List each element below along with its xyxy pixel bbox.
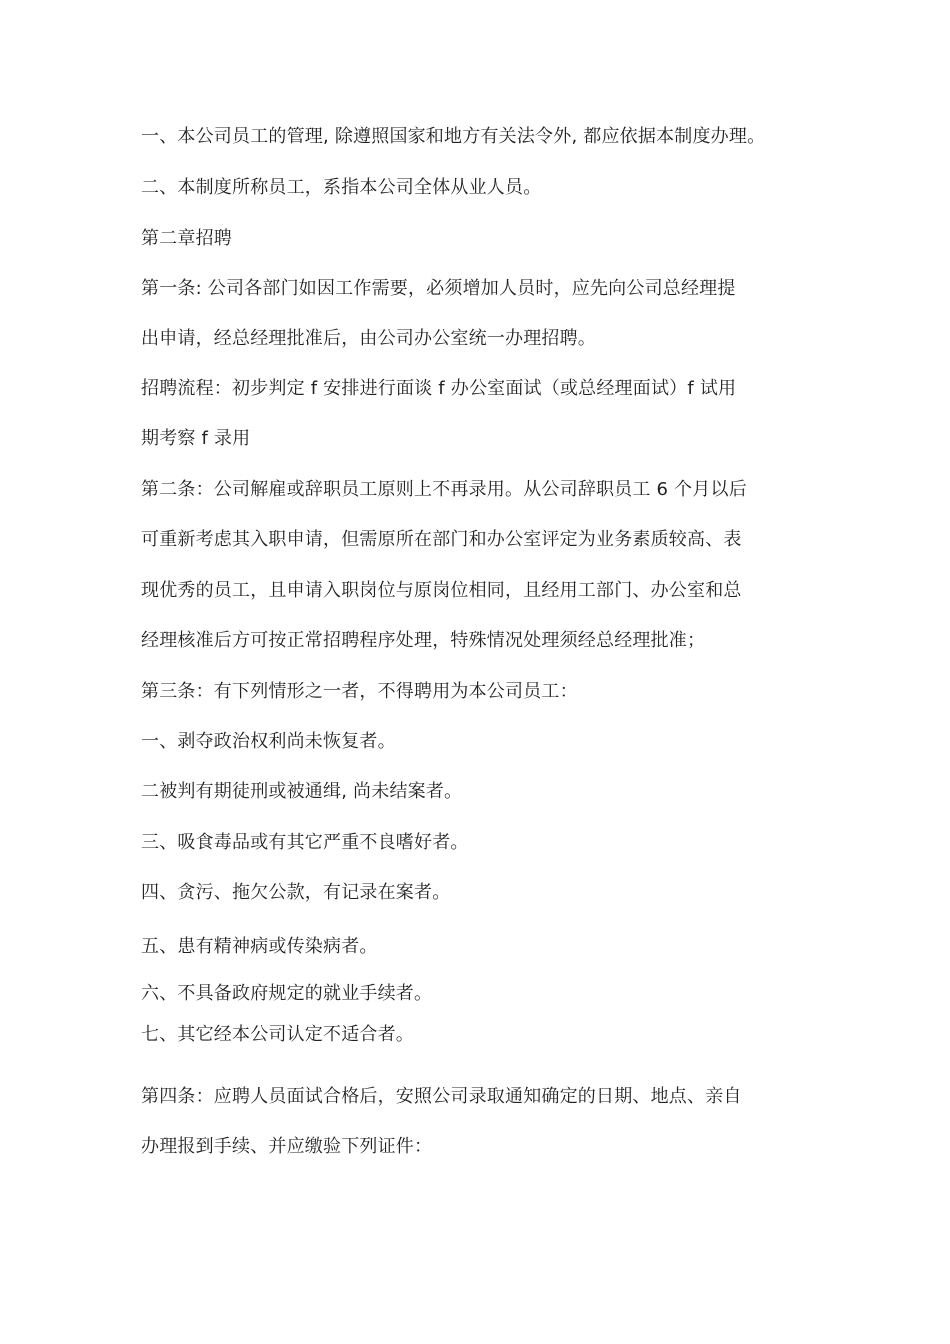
- list-item-5: 五、患有精神病或传染病者。: [141, 936, 378, 957]
- article-2-line-3: 现优秀的员工，且申请入职岗位与原岗位相同，且经用工部门、办公室和总: [141, 580, 742, 601]
- list-item-6: 六、不具备政府规定的就业手续者。: [141, 983, 433, 1004]
- article-3-line-1: 第三条：有下列情形之一者，不得聘用为本公司员工：: [141, 681, 578, 702]
- recruit-flow-line-2: 期考察 f 录用: [141, 428, 251, 449]
- list-item-1: 一、剥夺政治权利尚未恢复者。: [141, 731, 396, 752]
- article-4-line-1: 第四条：应聘人员面试合格后，安照公司录取通知确定的日期、地点、亲自: [141, 1086, 742, 1107]
- article-2-line-2: 可重新考虑其入职申请，但需原所在部门和办公室评定为业务素质较高、表: [141, 529, 742, 550]
- list-item-7: 七、其它经本公司认定不适合者。: [141, 1024, 414, 1045]
- article-2-line-4: 经理核准后方可按正常招聘程序处理，特殊情况处理须经总经理批准；: [141, 630, 706, 651]
- clause-general-1: 一、本公司员工的管理, 除遵照国家和地方有关法令外, 都应依据本制度办理。: [141, 126, 766, 147]
- article-2-line-1: 第二条：公司解雇或辞职员工原则上不再录用。从公司辞职员工 6 个月以后: [141, 479, 747, 500]
- list-item-2: 二被判有期徒刑或被通缉, 尚未结案者。: [141, 781, 463, 802]
- article-1-line-1: 第一条: 公司各部门如因工作需要，必须增加人员时，应先向公司总经理提: [141, 278, 736, 299]
- article-1-line-2: 出申请，经总经理批准后，由公司办公室统一办理招聘。: [141, 328, 596, 349]
- list-item-4: 四、贪污、拖欠公款，有记录在案者。: [141, 882, 451, 903]
- clause-general-2: 二、本制度所称员工，系指本公司全体从业人员。: [141, 177, 542, 198]
- article-4-line-2: 办理报到手续、并应缴验下列证件：: [141, 1136, 433, 1157]
- list-item-3: 三、吸食毒品或有其它严重不良嗜好者。: [141, 832, 469, 853]
- recruit-flow-line-1: 招聘流程：初步判定 f 安排进行面谈 f 办公室面试（或总经理面试）f 试用: [141, 378, 737, 399]
- chapter-heading: 第二章招聘: [141, 228, 232, 249]
